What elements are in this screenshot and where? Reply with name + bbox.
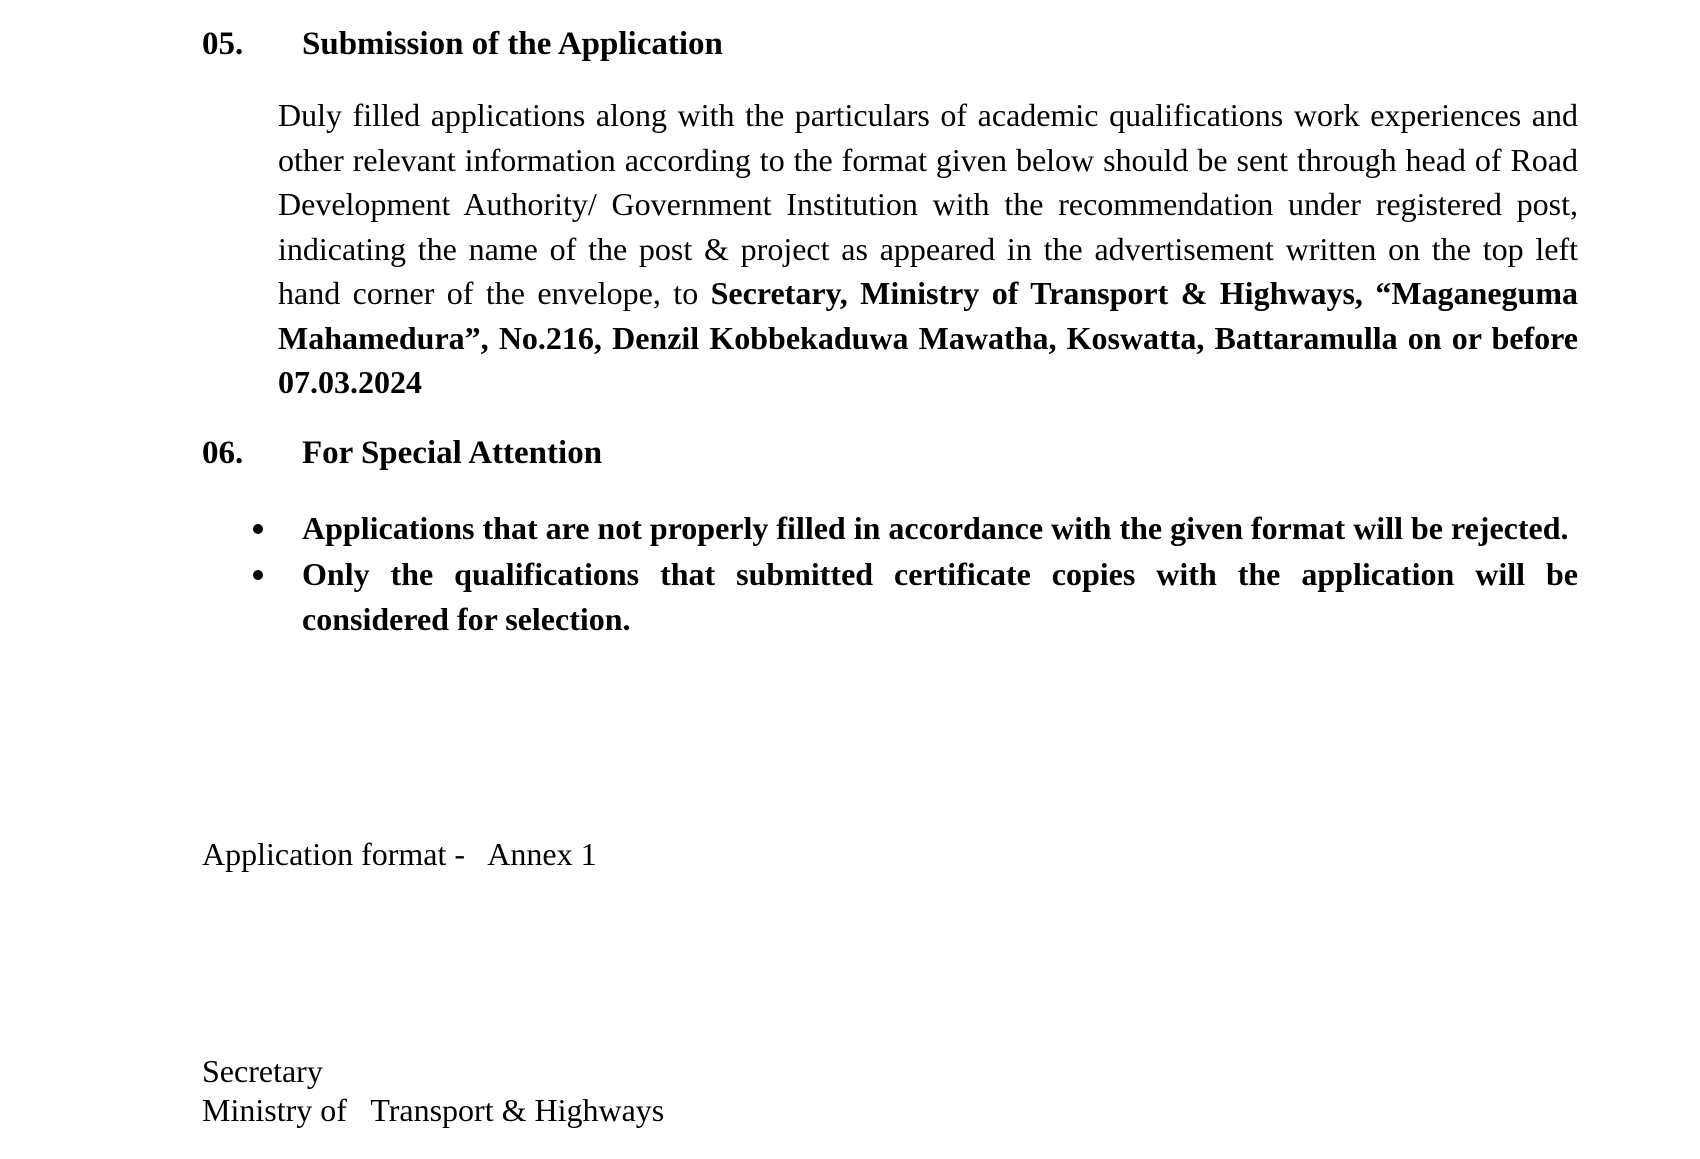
list-item-text: Only the qualifications that submitted certificate copies with the application will be considered for selection. bbox=[302, 556, 1578, 637]
list-item bbox=[250, 506, 1578, 551]
bullet-icon bbox=[253, 524, 263, 534]
signature-ministry: Ministry of Transport & Highways bbox=[202, 1092, 665, 1128]
bullet-icon bbox=[253, 570, 263, 580]
section-05-heading bbox=[202, 24, 723, 64]
signature-title: Secretary bbox=[202, 1053, 323, 1089]
section-05-body-text: Duly filled applications along with the particulars of academic qualifications work experiences and other relevant information according to the format given below should be sent through head of Road Development Authority/ Government Institution with the recommendation under registered post, indicating the name of the post & project as appeared in the advertisement written on the top left hand corner of the envelope, to bbox=[278, 97, 1578, 311]
section-05-body bbox=[278, 93, 1578, 405]
special-attention-list bbox=[250, 506, 1578, 643]
list-item bbox=[250, 552, 1578, 642]
section-06-heading bbox=[202, 433, 602, 473]
section-06-title: For Special Attention bbox=[302, 435, 603, 471]
application-format-line: Application format - Annex 1 bbox=[202, 836, 597, 872]
section-05-title: Submission of the Application bbox=[302, 26, 723, 62]
section-06-number: 06. bbox=[202, 435, 244, 471]
section-05-number: 05. bbox=[202, 26, 244, 62]
list-item-text: Applications that are not properly filled in accordance with the given format will be rejected. bbox=[302, 510, 1569, 546]
section-05-address: Secretary, Ministry of Transport & Highways, “Maganeguma Mahamedura”, No.216, Denzil Kobbekaduwa Mawatha, Koswatta, Battaramulla on or before 07.03.2024 bbox=[278, 275, 1579, 400]
